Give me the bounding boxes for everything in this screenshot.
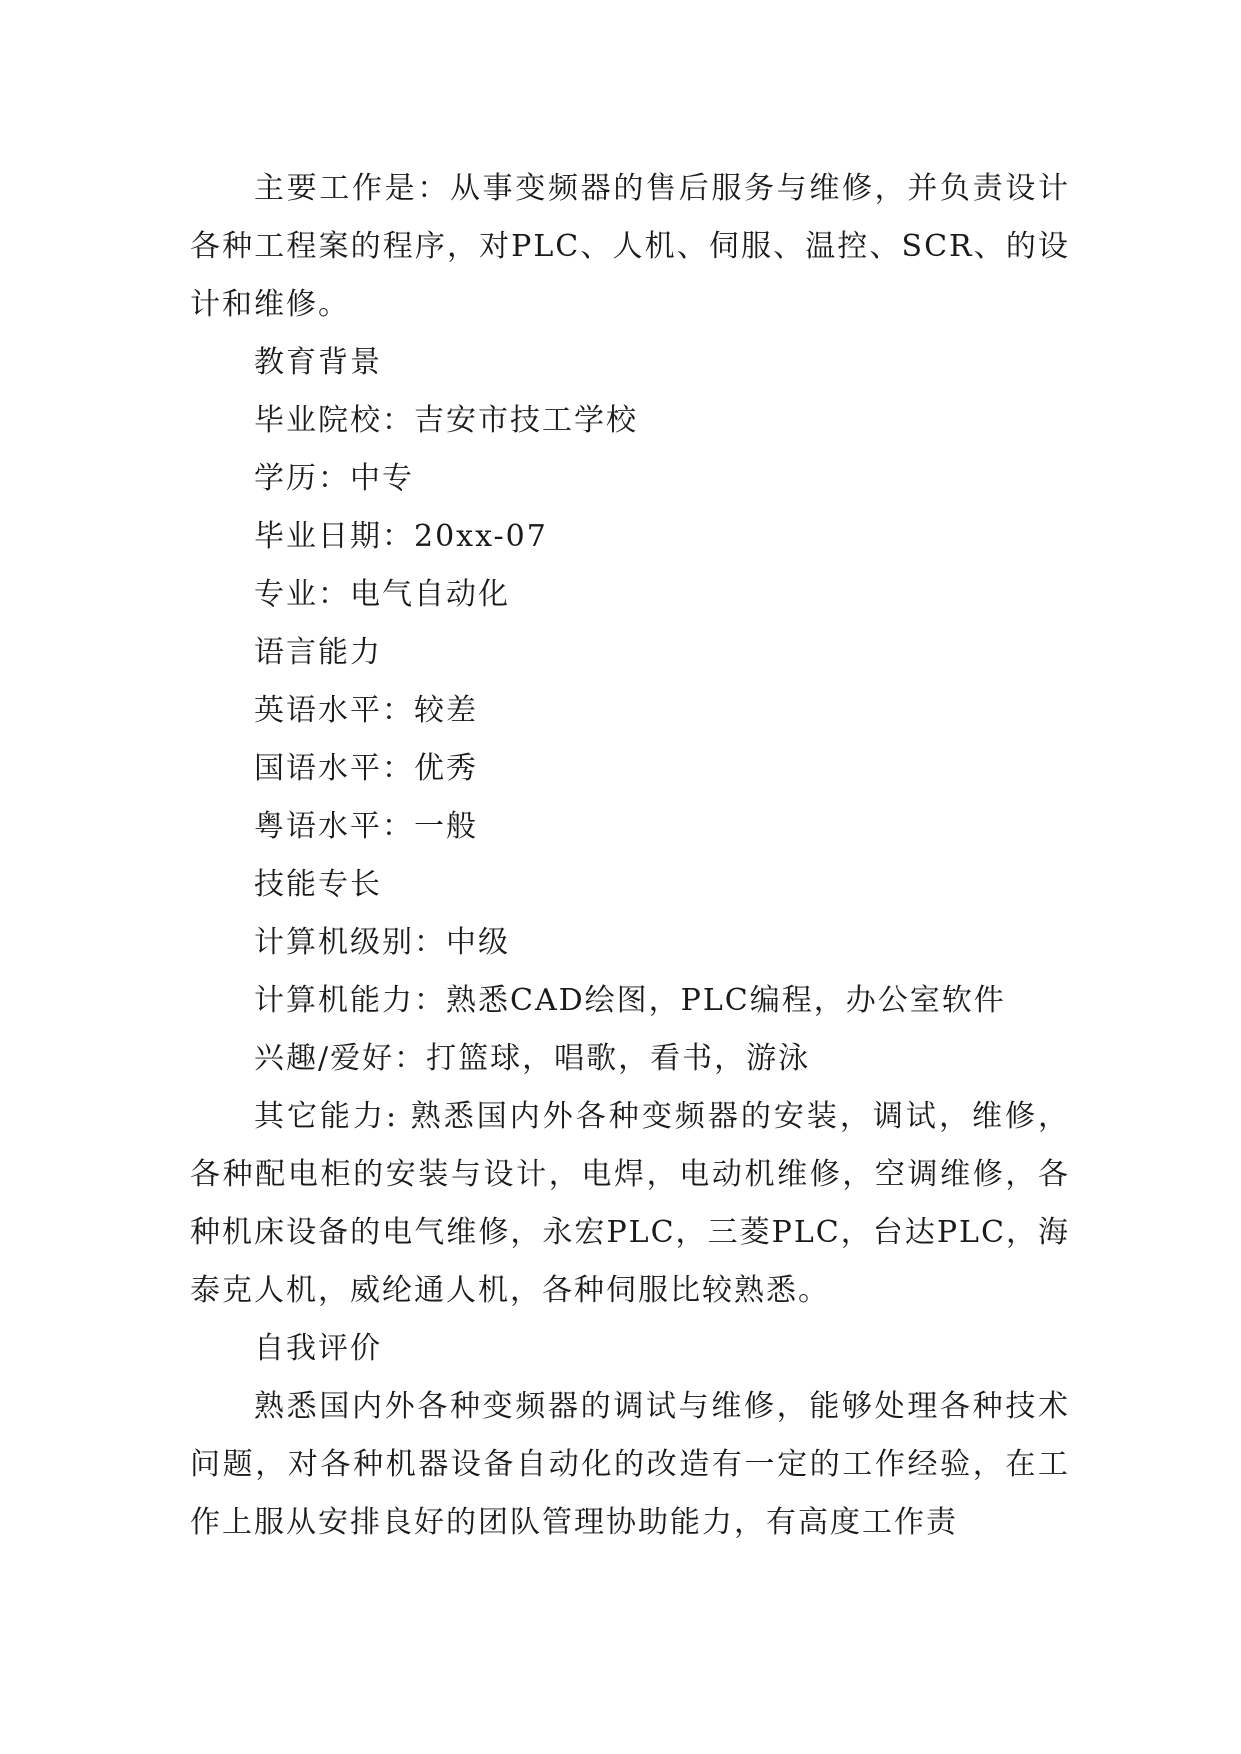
section-heading-language: 语言能力	[254, 635, 382, 670]
education-level-line: 学历：中专	[254, 461, 414, 496]
mandarin-level-line: 国语水平：优秀	[254, 751, 478, 786]
section-heading-skills: 技能专长	[254, 867, 382, 902]
graduation-date-line: 毕业日期：20xx-07	[254, 519, 548, 554]
section-heading-self-evaluation: 自我评价	[254, 1331, 382, 1366]
hobbies-line: 兴趣/爱好：打篮球，唱歌，看书，游泳	[254, 1041, 811, 1076]
major-line: 专业：电气自动化	[254, 577, 510, 612]
self-evaluation-paragraph: 熟悉国内外各种变频器的调试与维修，能够处理各种技术问题，对各种机器设备自动化的改造有一定的工作经验，在工作上服从安排良好的团队管理协助能力，有高度工作责	[190, 1389, 1070, 1540]
english-level-line: 英语水平：较差	[254, 693, 478, 728]
computer-ability-line: 计算机能力：熟悉CAD绘图，PLC编程，办公室软件	[254, 983, 1006, 1018]
cantonese-level-line: 粤语水平：一般	[254, 809, 478, 844]
computer-level-line: 计算机级别：中级	[254, 925, 510, 960]
graduation-school-line: 毕业院校：吉安市技工学校	[254, 403, 638, 438]
section-heading-education: 教育背景	[254, 345, 382, 380]
other-abilities-paragraph: 其它能力: 熟悉国内外各种变频器的安装，调试，维修，各种配电柜的安装与设计，电焊，电动机维修，空调维修，各种机床设备的电气维修，永宏PLC，三菱PLC，台达PLC，海泰克人机，威纶通人机，各种伺服比较熟悉。	[190, 1099, 1070, 1308]
document-page	[190, 160, 1070, 1552]
work-description-paragraph: 主要工作是：从事变频器的售后服务与维修，并负责设计各种工程案的程序，对PLC、人机、伺服、温控、SCR、的设计和维修。	[190, 171, 1070, 322]
